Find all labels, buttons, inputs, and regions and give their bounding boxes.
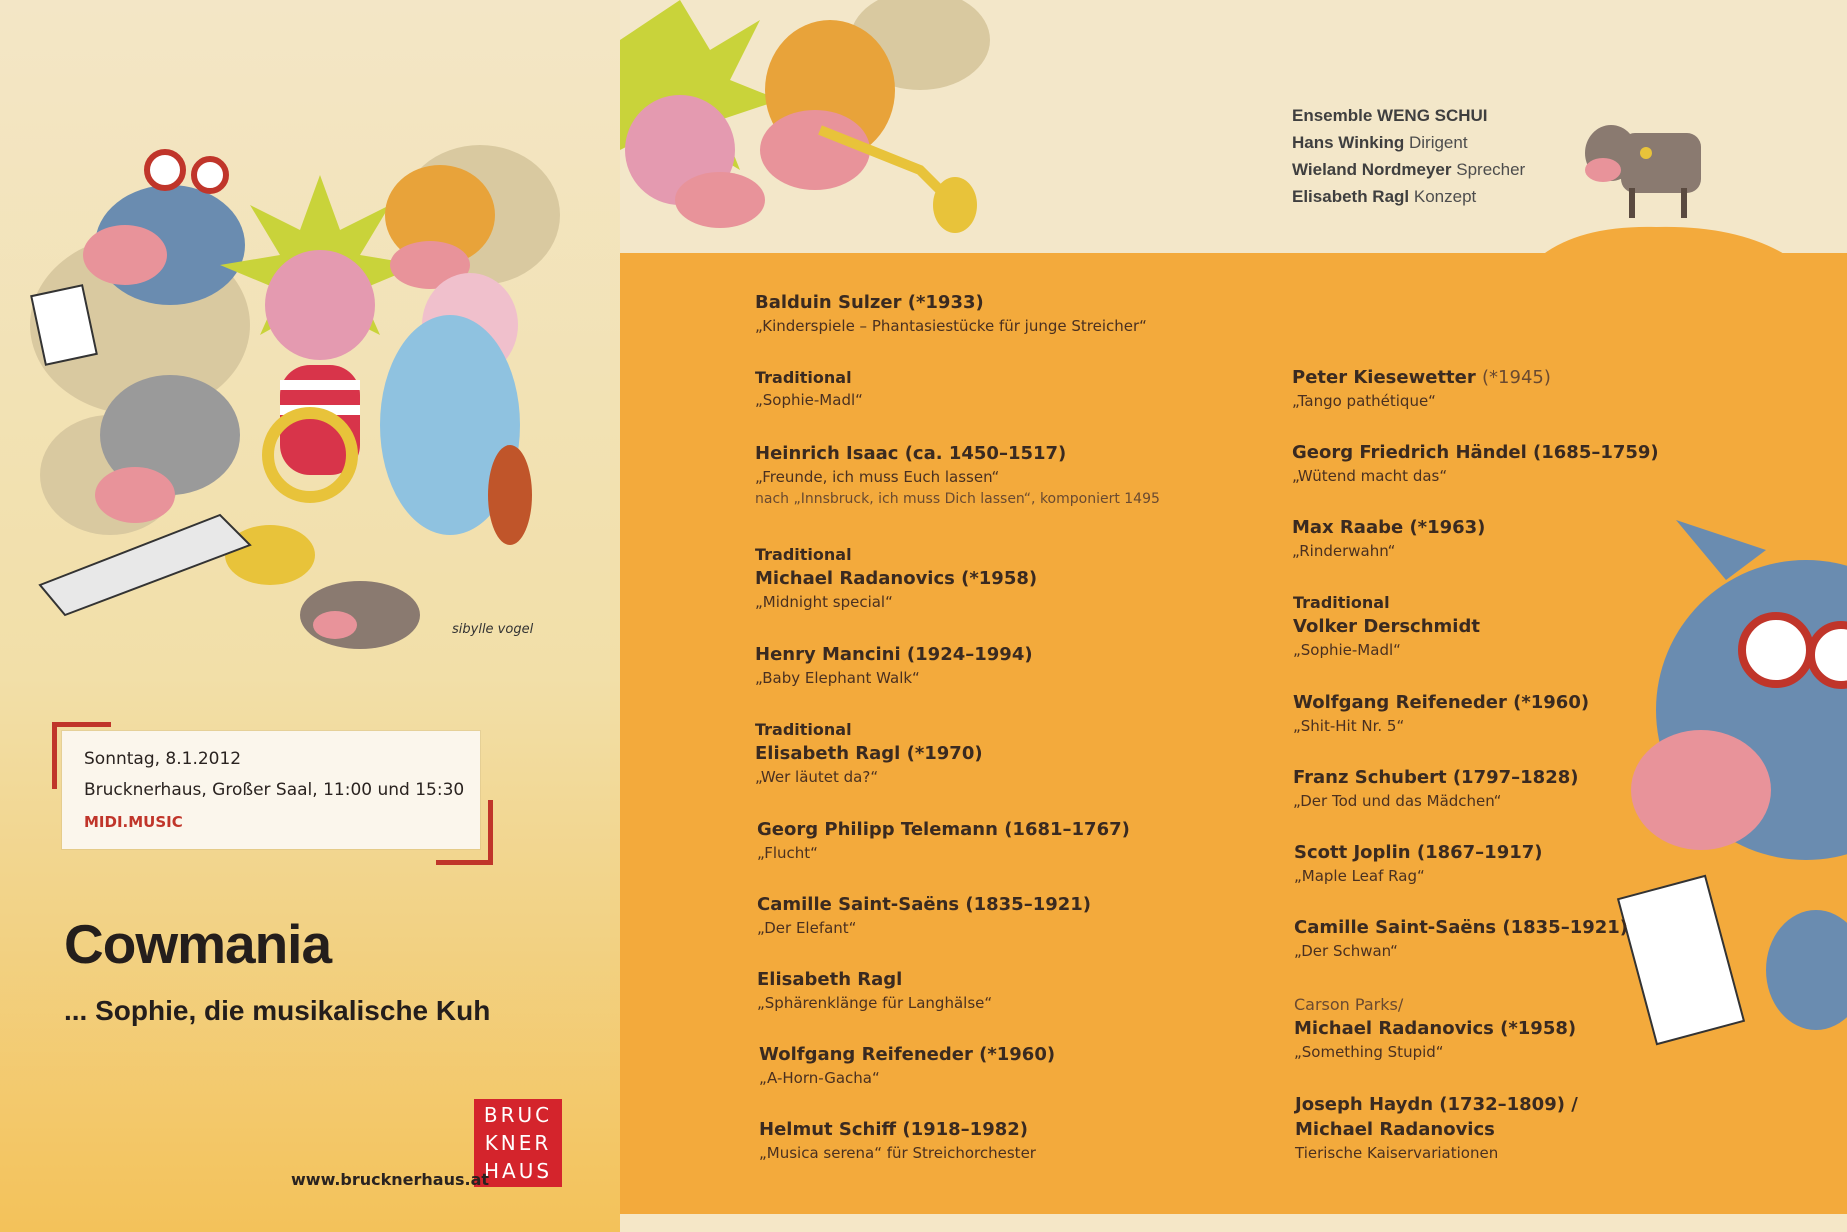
composer-name: Balduin Sulzer (*1933) — [755, 292, 984, 313]
credit-role: Sprecher — [1456, 160, 1526, 179]
work-title: „Der Schwan“ — [1294, 942, 1398, 960]
work-title: „Der Tod und das Mädchen“ — [1293, 792, 1502, 810]
small-cow-illustration — [1581, 108, 1711, 228]
composer-name: Elisabeth Ragl (*1970) — [755, 743, 983, 764]
composer-name: Wolfgang Reifeneder (*1960) — [1293, 692, 1590, 713]
bottom-strip — [1236, 1214, 1847, 1232]
program-entry — [755, 441, 1160, 510]
program-entry — [1293, 592, 1480, 661]
credit-name: Elisabeth Ragl — [1292, 187, 1410, 206]
program-entry — [1294, 915, 1628, 962]
program-entry — [757, 967, 992, 1014]
program-entry — [755, 719, 983, 788]
credit-name: Hans Winking — [1292, 133, 1405, 152]
work-title: „Kinderspiele – Phantasiestücke für junge Streicher“ — [755, 317, 1147, 335]
composer-name: Georg Friedrich Händel (1685–1759) — [1292, 442, 1659, 463]
work-title: „Sphärenklänge für Langhälse“ — [757, 994, 993, 1012]
credit-line — [1292, 102, 1488, 129]
program-entry — [1292, 365, 1551, 412]
credit-line — [1292, 129, 1468, 156]
program-panel-right — [1236, 0, 1847, 1232]
work-title: „Shit-Hit Nr. 5“ — [1293, 717, 1405, 735]
frame-corner-bottom-right — [436, 800, 493, 865]
work-title: „Baby Elephant Walk“ — [755, 669, 920, 687]
event-date: Sonntag, 8.1.2012 — [84, 749, 242, 769]
credit-name: Ensemble WENG SCHUI — [1292, 106, 1488, 125]
work-title: „Der Elefant“ — [757, 919, 857, 937]
cover-panel — [0, 0, 620, 1232]
work-title: „Midnight special“ — [755, 593, 893, 611]
composer-name: Michael Radanovics (*1958) — [1294, 1018, 1577, 1039]
composer-prefix: Traditional — [1293, 593, 1390, 612]
program-entry — [757, 892, 1091, 939]
work-title: „Something Stupid“ — [1294, 1043, 1444, 1061]
composer-name: Wolfgang Reifeneder (*1960) — [759, 1044, 1056, 1065]
composer-prefix: Carson Parks/ — [1294, 995, 1404, 1014]
website-link[interactable]: www.brucknerhaus.at — [291, 1170, 490, 1189]
illustrator-signature: sibylle vogel — [452, 622, 534, 637]
composer-name: Peter Kiesewetter — [1292, 367, 1476, 388]
composer-name: Max Raabe (*1963) — [1292, 517, 1486, 538]
work-title: „A-Horn-Gacha“ — [759, 1069, 880, 1087]
program-entry — [1292, 440, 1659, 487]
work-title: „Sophie-Madl“ — [755, 391, 863, 409]
work-title: „Musica serena“ für Streichorchester — [759, 1144, 1036, 1162]
composer-name-2: Michael Radanovics — [1295, 1119, 1495, 1140]
work-title: „Maple Leaf Rag“ — [1294, 867, 1425, 885]
credit-role: Konzept — [1413, 187, 1477, 206]
program-entry — [1293, 765, 1578, 812]
program-entry — [1294, 994, 1576, 1063]
composer-prefix: Traditional — [755, 545, 852, 564]
composer-name: Volker Derschmidt — [1293, 616, 1480, 637]
composer-name: Traditional — [755, 368, 852, 387]
composer-name: Camille Saint-Saëns (1835–1921) — [1294, 917, 1629, 938]
program-entry — [1295, 1092, 1578, 1164]
blue-cow-illustration — [1616, 520, 1847, 1060]
work-title: „Freunde, ich muss Euch lassen“ — [755, 468, 1000, 486]
composer-name: Joseph Haydn (1732–1809) / — [1295, 1094, 1578, 1115]
logo-line: KNER — [484, 1131, 552, 1155]
composer-name: Georg Philipp Telemann (1681–1767) — [757, 819, 1130, 840]
program-entry — [759, 1117, 1036, 1164]
composer-name: Elisabeth Ragl — [757, 969, 903, 990]
work-title: „Rinderwahn“ — [1292, 542, 1396, 560]
logo-line: HAUS — [483, 1159, 553, 1183]
work-title: „Sophie-Madl“ — [1293, 641, 1401, 659]
composer-name: Franz Schubert (1797–1828) — [1293, 767, 1579, 788]
program-entry — [759, 1042, 1055, 1089]
composer-name: Michael Radanovics (*1958) — [755, 568, 1038, 589]
composer-name: Scott Joplin (1867–1917) — [1294, 842, 1543, 863]
composer-name: Heinrich Isaac (ca. 1450–1517) — [755, 443, 1067, 464]
program-panel-left — [620, 0, 1236, 1232]
work-note: nach „Innsbruck, ich muss Dich lassen“, komponiert 1495 — [755, 491, 1160, 507]
trumpet-cow-illustration — [620, 0, 1040, 260]
work-title: „Wütend macht das“ — [1292, 467, 1448, 485]
program-entry — [1294, 840, 1543, 887]
program-entry — [1292, 515, 1485, 562]
credit-line — [1292, 183, 1476, 210]
credit-role: Dirigent — [1408, 133, 1468, 152]
composer-name: Camille Saint-Saëns (1835–1921) — [757, 894, 1092, 915]
program-entry — [755, 367, 863, 411]
logo-line: BRUC — [483, 1103, 553, 1127]
work-title: Tierische Kaiservariationen — [1295, 1144, 1499, 1162]
work-title: „Flucht“ — [757, 844, 818, 862]
program-entry — [755, 290, 1147, 337]
event-venue-time: Brucknerhaus, Großer Saal, 11:00 und 15:30 — [84, 780, 465, 800]
event-title: Cowmania — [64, 913, 332, 975]
credit-name: Wieland Nordmeyer — [1292, 160, 1452, 179]
composer-name: Helmut Schiff (1918–1982) — [759, 1119, 1028, 1140]
program-entry — [757, 817, 1130, 864]
cow-band-illustration — [20, 95, 600, 695]
program-entry — [755, 544, 1037, 613]
bottom-strip — [620, 1214, 1236, 1232]
composer-years: (*1945) — [1482, 367, 1551, 388]
event-subtitle: ... Sophie, die musikalische Kuh — [64, 995, 491, 1026]
event-series: MIDI.MUSIC — [84, 813, 183, 831]
composer-name: Henry Mancini (1924–1994) — [755, 644, 1033, 665]
credit-line — [1292, 156, 1525, 183]
composer-prefix: Traditional — [755, 720, 852, 739]
program-entry — [1293, 690, 1589, 737]
program-entry — [755, 642, 1033, 689]
work-title: „Wer läutet da?“ — [755, 768, 879, 786]
work-title: „Tango pathétique“ — [1292, 392, 1436, 410]
